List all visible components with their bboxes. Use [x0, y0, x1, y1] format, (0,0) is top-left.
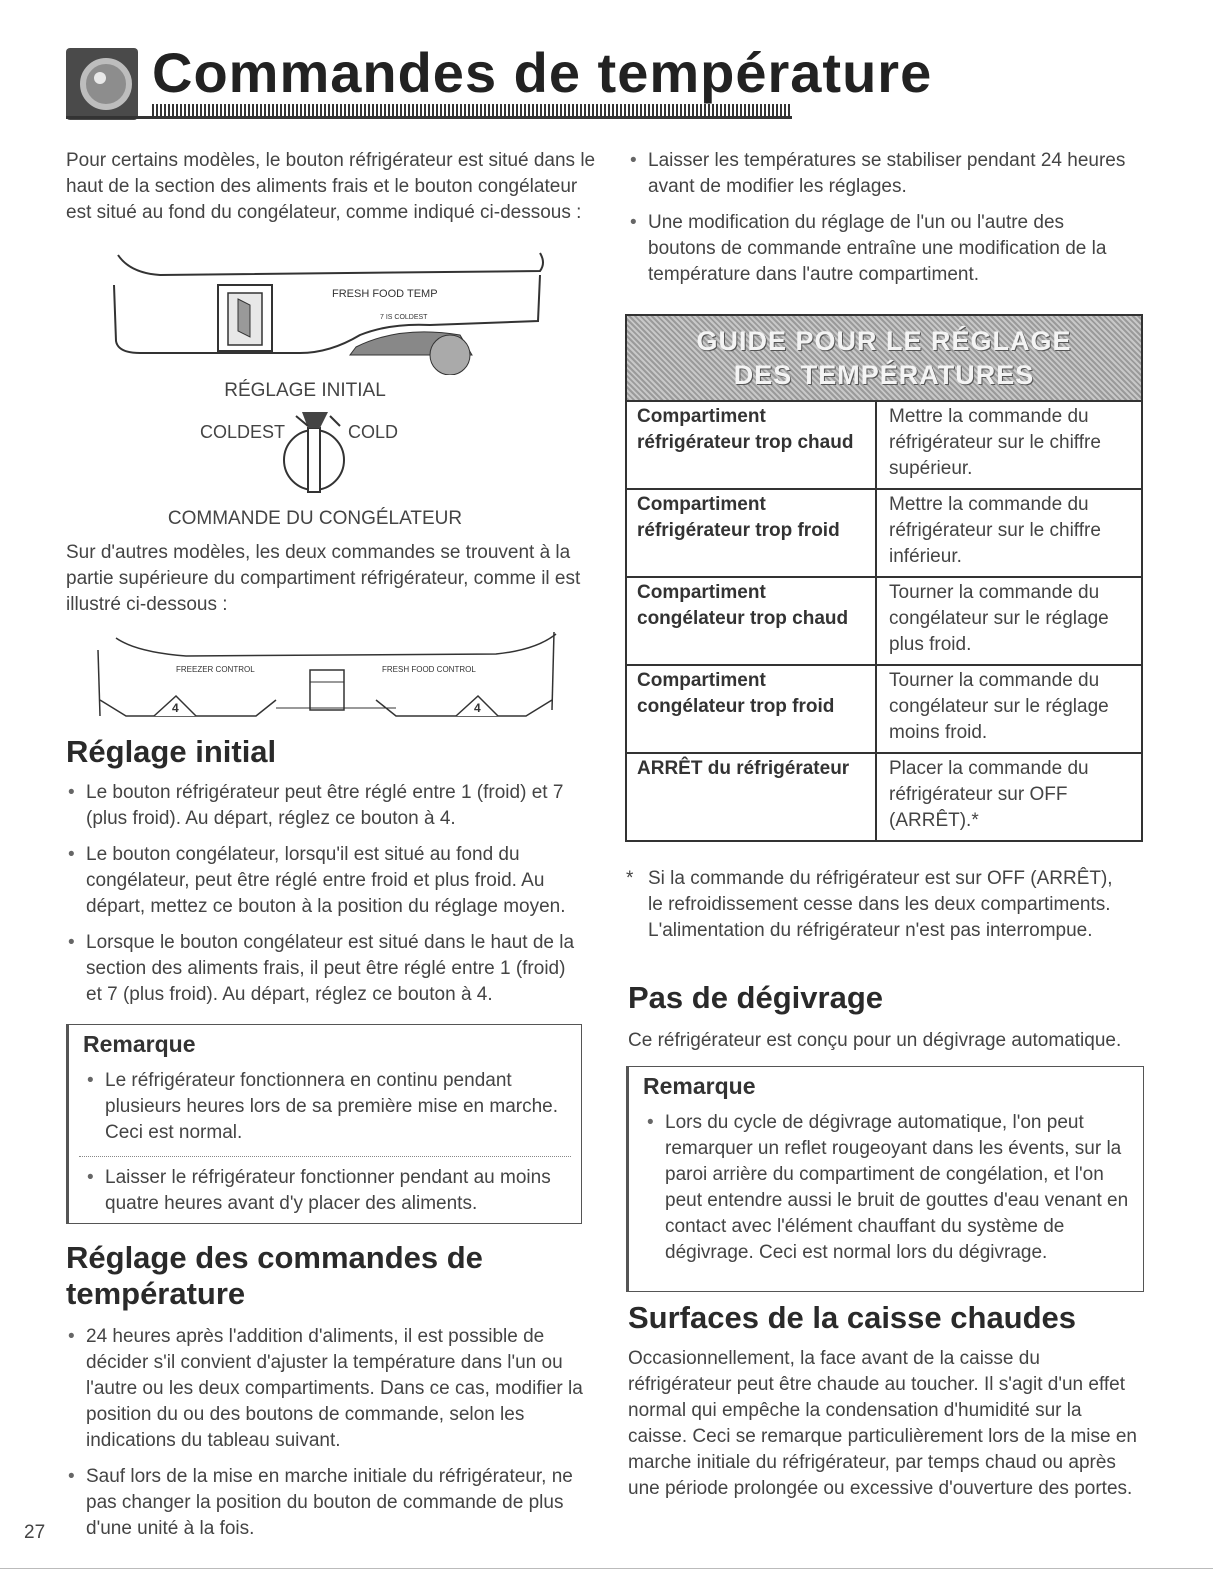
page-title: Commandes de température — [152, 41, 933, 104]
footnote-text: Si la commande du réfrigérateur est sur OFF (ARRÊT), le refroidissement cesse dans les deux compartiments. L'alimentation du réfrigérateur n'est pas interrompue. — [648, 868, 1113, 941]
dual-control-diagram — [96, 630, 566, 730]
fresh-food-control-diagram — [100, 245, 550, 375]
problem-cell: Compartiment réfrigérateur trop froid — [627, 490, 877, 576]
freezer-control-label: COMMANDE DU CONGÉLATEUR — [167, 508, 463, 529]
heading-line-1: Réglage des commandes de — [66, 1240, 483, 1275]
footnote-mark: * — [626, 868, 634, 889]
table-row — [627, 488, 1141, 576]
freezer-dial-value: 4 — [172, 701, 179, 715]
surfaces-text: Occasionnellement, la face avant de la caisse du réfrigérateur peut être chaude au toucher. Il s'agit d'un effet normal qui empêche la condensation d'humidité sur la caisse. Ceci se remarque particulièrement lors de la mise en marche initiale du réfrigérateur, par temps chaud ou après une période prolongée ou excessive d'ouverture des portes. — [628, 1348, 1137, 1499]
table-row — [627, 664, 1141, 752]
coldest-label: COLDEST — [200, 422, 286, 442]
surfaces-heading: Surfaces de la caisse chaudes — [628, 1300, 1077, 1335]
panel-label: FRESH FOOD TEMP — [332, 288, 438, 300]
table-row — [627, 400, 1141, 488]
problem-cell: Compartiment congélateur trop chaud — [627, 578, 877, 664]
freezer-control-text: FREEZER CONTROL — [176, 665, 255, 674]
bottom-divider — [0, 1568, 1213, 1569]
table-row — [627, 752, 1141, 840]
title-rule — [152, 104, 792, 116]
reglage-initial-list — [64, 780, 584, 1018]
problem-cell: Compartiment congélateur trop froid — [627, 666, 877, 752]
degivrage-heading: Pas de dégivrage — [628, 980, 884, 1015]
title-underline — [66, 116, 792, 119]
fresh-food-dial-value: 4 — [474, 701, 481, 715]
page-number: 27 — [24, 1522, 46, 1543]
degivrage-text: Ce réfrigérateur est conçu pour un dégivrage automatique. — [628, 1030, 1122, 1051]
action-cell: Placer la commande du réfrigérateur sur OFF (ARRÊT).* — [889, 758, 1089, 831]
freezer-dial-diagram — [180, 400, 440, 500]
list-item: • Le bouton réfrigérateur peut être réglé entre 1 (froid) et 7 (plus froid). Au départ, réglez ce bouton à 4. — [64, 780, 584, 832]
list-item: • Laisser les températures se stabiliser pendant 24 heures avant de modifier les réglages. — [626, 148, 1126, 200]
table-footnote — [626, 866, 1126, 944]
table-title-line-1: GUIDE POUR LE RÉGLAGE — [696, 326, 1072, 356]
heading-line-2: température — [66, 1276, 246, 1311]
list-item: • Sauf lors de la mise en marche initiale du réfrigérateur, ne pas changer la position du bouton de commande de plus d'une unité à la fois. — [64, 1464, 584, 1542]
initial-setting-label: RÉGLAGE INITIAL — [224, 380, 386, 401]
intro2-paragraph: Sur d'autres modèles, les deux commandes se trouvent à la partie supérieure du compartiment réfrigérateur, comme il est illustré ci-dessous : — [66, 542, 581, 615]
table-title-line-2: DES TEMPÉRATURES — [733, 360, 1035, 390]
reglage-initial-heading: Réglage initial — [66, 734, 277, 769]
action-cell: Mettre la commande du réfrigérateur sur le chiffre inférieur. — [889, 494, 1101, 567]
remarque-title: Remarque — [643, 1073, 756, 1099]
list-item: • 24 heures après l'addition d'aliments, il est possible de décider s'il convient d'ajuster la température dans l'un ou l'autre ou les deux compartiments. Dans ce cas, modifier la position du ou des boutons de commande, selon les indications du tableau suivant. — [64, 1324, 584, 1454]
fresh-food-control-text: FRESH FOOD CONTROL — [382, 665, 476, 674]
remarque-box-1 — [66, 1024, 582, 1224]
scale-label: 7 IS COLDEST — [380, 314, 428, 321]
list-item: • Laisser le réfrigérateur fonctionner pendant au moins quatre heures avant d'y placer des aliments. — [83, 1165, 569, 1217]
temperature-guide-table — [625, 314, 1143, 842]
reglage-commandes-heading — [66, 1240, 483, 1312]
dial-icon — [66, 48, 138, 120]
table-header — [627, 316, 1141, 400]
remarque-box-2 — [626, 1066, 1144, 1292]
list-item: • Une modification du réglage de l'un ou l'autre des boutons de commande entraîne une modification de la température dans l'autre compartiment. — [626, 210, 1126, 288]
list-item: • Lors du cycle de dégivrage automatique, l'on peut remarquer un reflet rougeoyant dans les évents, sur la paroi arrière du compartiment de congélation, et l'on peut entendre aussi le bruit de gouttes d'eau venant en contact avec l'élément chauffant du système de dégivrage. Ceci est normal lors du dégivrage. — [643, 1110, 1131, 1266]
right-bullets — [626, 148, 1126, 298]
list-item: • Lorsque le bouton congélateur est situé dans le haut de la section des aliments frais, il peut être réglé entre 1 (froid) et 7 (plus froid). Au départ, réglez ce bouton à 4. — [64, 930, 584, 1008]
problem-cell: Compartiment réfrigérateur trop chaud — [627, 402, 877, 488]
action-cell: Tourner la commande du congélateur sur le réglage plus froid. — [889, 582, 1109, 655]
action-cell: Tourner la commande du congélateur sur le réglage moins froid. — [889, 670, 1109, 743]
problem-cell: ARRÊT du réfrigérateur — [627, 754, 877, 840]
intro-paragraph: Pour certains modèles, le bouton réfrigérateur est situé dans le haut de la section des aliments frais et le bouton congélateur est situé au fond du congélateur, comme indiqué ci-dessous : — [66, 150, 596, 223]
table-row — [627, 576, 1141, 664]
list-item: • Le réfrigérateur fonctionnera en continu pendant plusieurs heures lors de sa première mise en marche. Ceci est normal. — [83, 1068, 569, 1146]
remarque-title: Remarque — [83, 1031, 196, 1057]
cold-label: COLD — [348, 422, 399, 442]
action-cell: Mettre la commande du réfrigérateur sur le chiffre supérieur. — [889, 406, 1101, 479]
reglage-commandes-list — [64, 1324, 584, 1552]
list-item: • Le bouton congélateur, lorsqu'il est situé au fond du congélateur, peut être réglé entre froid et plus froid. Au départ, mettez ce bouton à la position du réglage moyen. — [64, 842, 584, 920]
